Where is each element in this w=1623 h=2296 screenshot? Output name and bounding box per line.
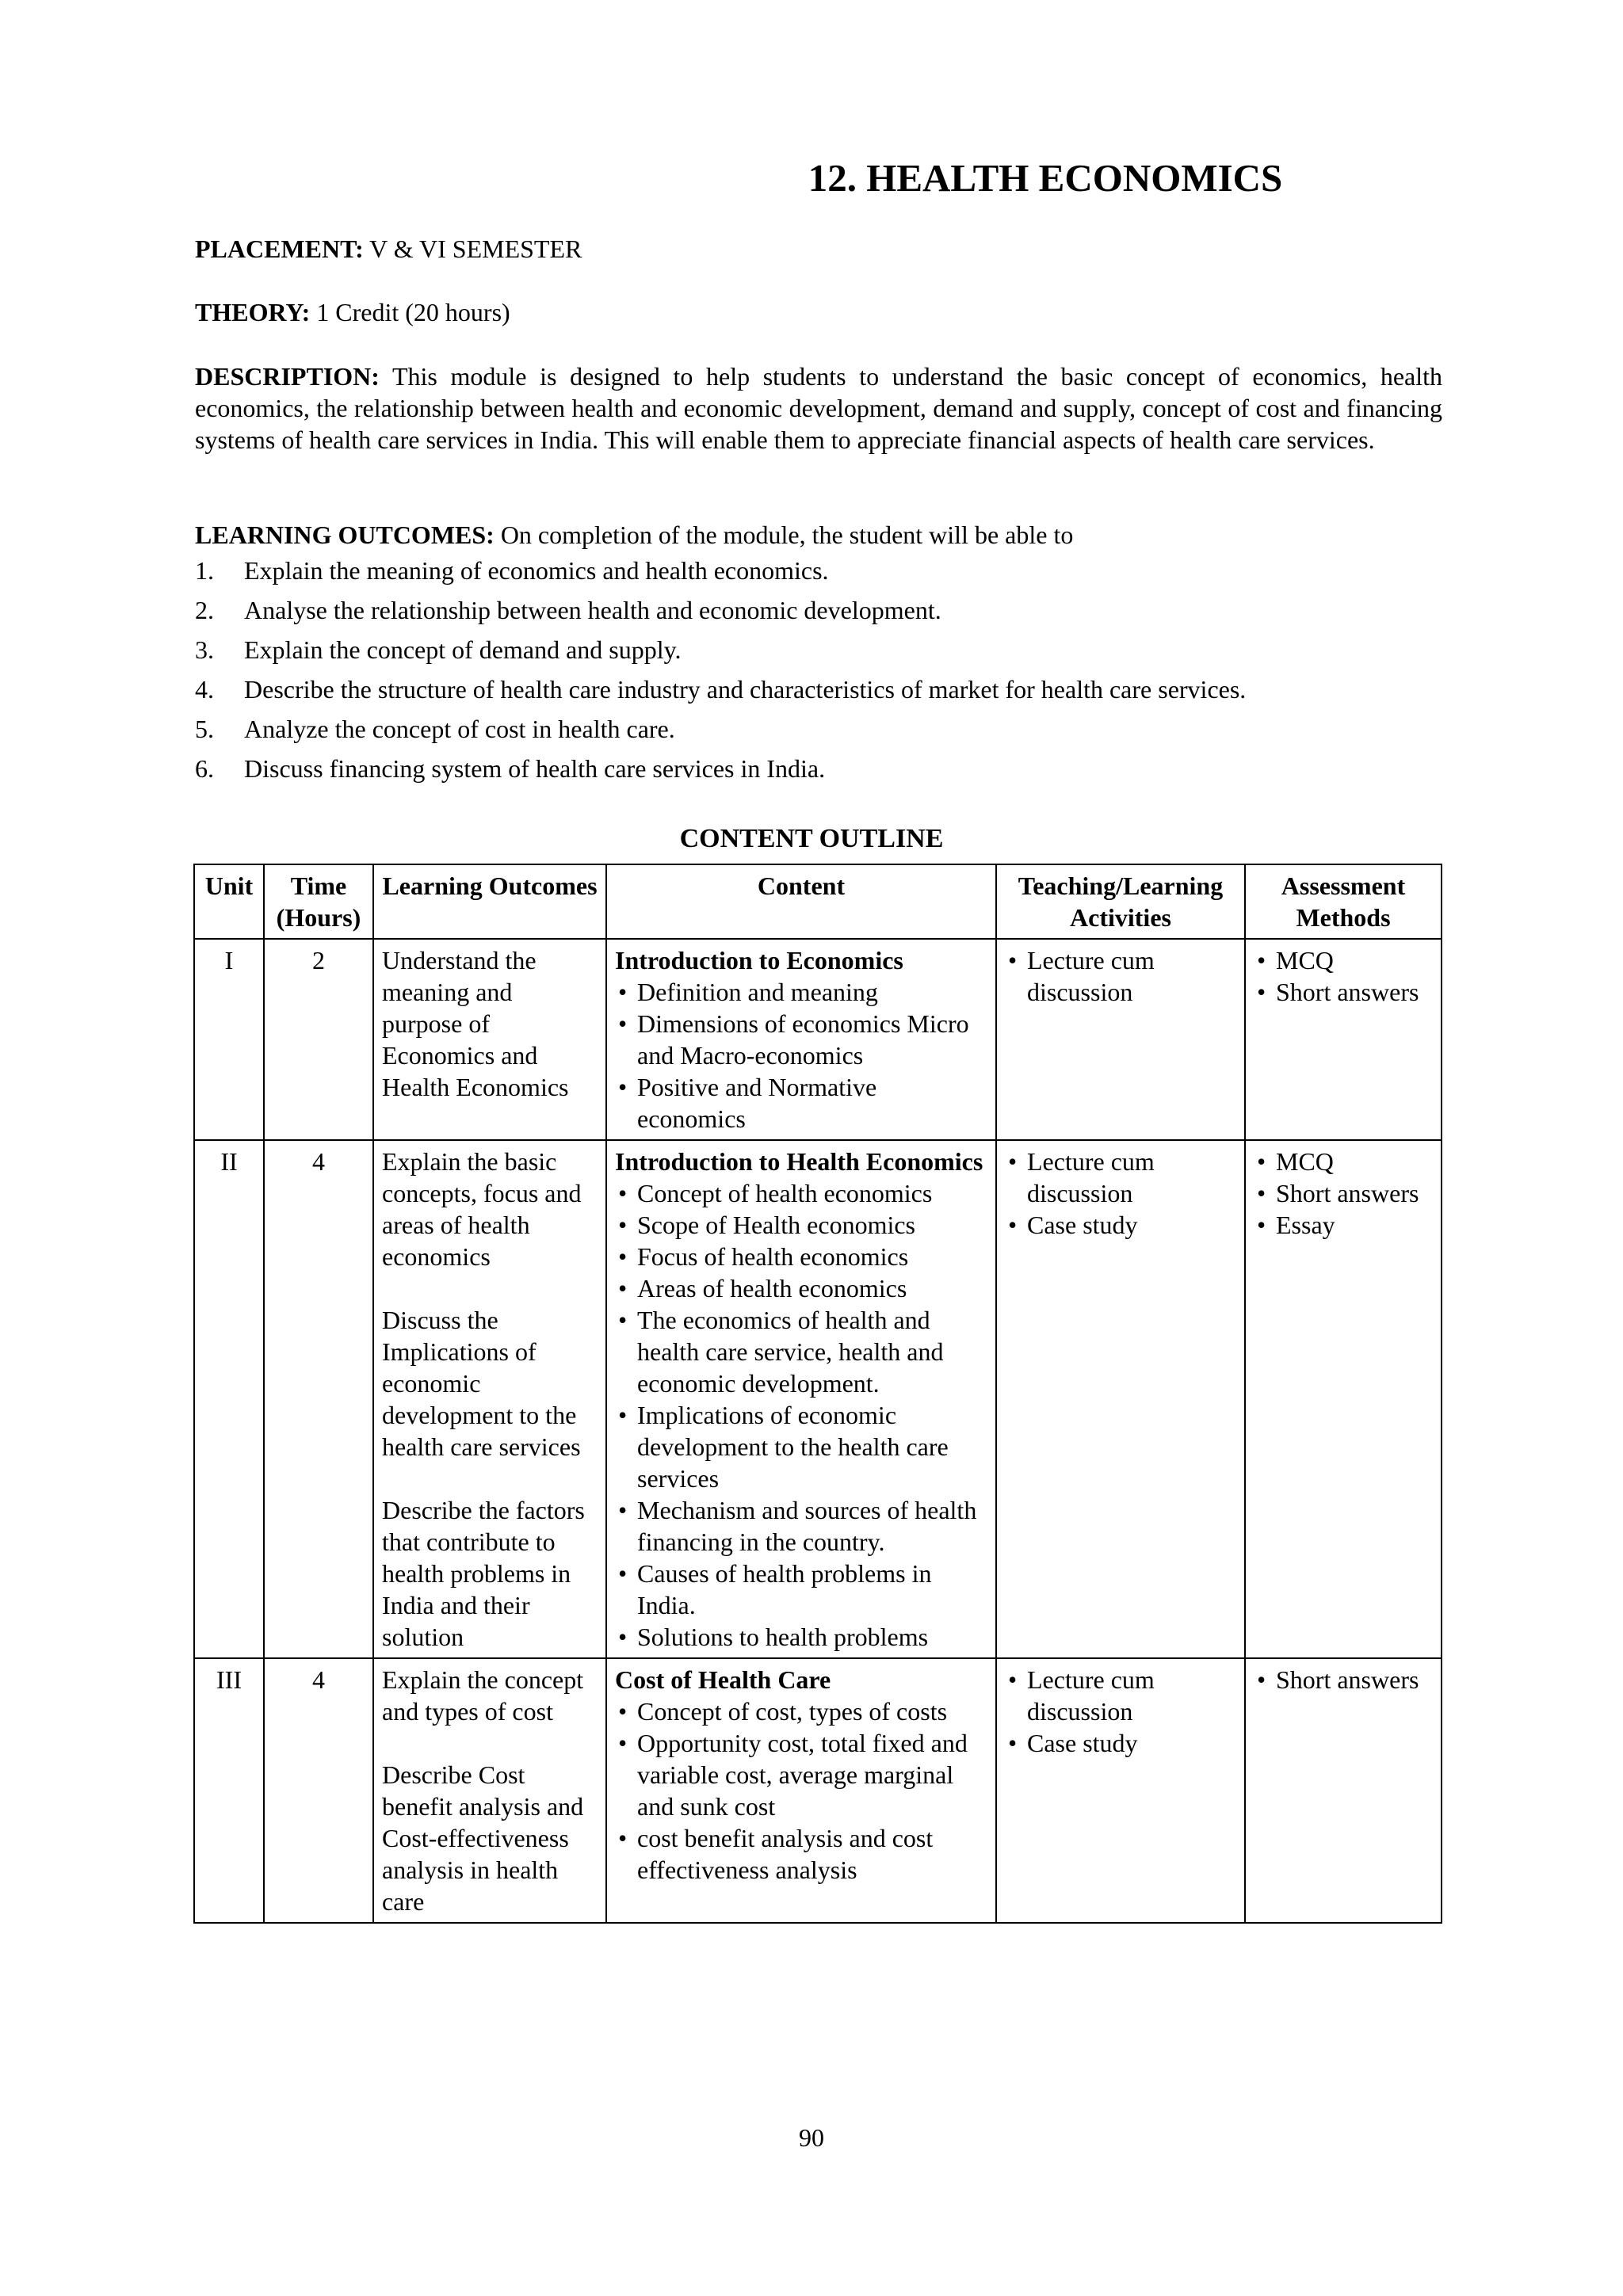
table-row [194, 939, 1442, 1140]
activities-cell [996, 939, 1245, 1140]
list-item [195, 753, 1447, 792]
outcomes-cell [373, 1658, 606, 1923]
list-item: • Case study [1005, 1209, 1236, 1241]
description-paragraph [195, 360, 1442, 456]
assessment-list [1254, 944, 1433, 1008]
outcome-text: Understand the meaning and purpose of Economics and Health Economics [382, 946, 569, 1101]
list-item: • Definition and meaning [615, 976, 987, 1008]
assessment-cell [1245, 939, 1442, 1140]
unit-cell: III [194, 1658, 264, 1923]
page-number: 90 [799, 2123, 824, 2152]
activities-list [1005, 944, 1236, 1008]
outcome-text: Describe the factors that contribute to health problems in India and their solution [382, 1496, 585, 1651]
list-number: 3. [195, 635, 214, 664]
list-item: • Positive and Normative economics [615, 1071, 987, 1135]
activities-cell [996, 1140, 1245, 1658]
list-text: Describe the structure of health care industry and characteristics of market for health care services. [244, 675, 1247, 704]
list-item: • Concept of cost, types of costs [615, 1695, 987, 1727]
learning-outcomes-heading [195, 519, 1442, 551]
list-text: Discuss financing system of health care services in India. [244, 754, 826, 783]
list-item: • MCQ [1254, 1146, 1433, 1177]
list-item: • Short answers [1254, 1177, 1433, 1209]
list-item: • Concept of health economics [615, 1177, 987, 1209]
description-text: This module is designed to help students to understand the basic concept of economics, health economics, the relationship between health and economic development, demand and supply, concept of cost and financing systems of health care services in India. This will enable them to appreciate financial aspects of health care services. [195, 362, 1443, 454]
list-item: • Opportunity cost, total fixed and variable cost, average marginal and sunk cost [615, 1727, 987, 1822]
table-header-row [194, 864, 1442, 939]
list-item: • Mechanism and sources of health financing in the country. [615, 1494, 987, 1558]
time-cell: 2 [264, 939, 373, 1140]
list-item [195, 555, 1447, 594]
list-item: • Short answers [1254, 976, 1433, 1008]
list-item: • Causes of health problems in India. [615, 1558, 987, 1621]
outcome-text: Describe Cost benefit analysis and Cost-effectiveness analysis in health care [382, 1760, 584, 1916]
placement-label: PLACEMENT: [195, 235, 364, 263]
activities-list [1005, 1146, 1236, 1241]
content-cell [606, 1658, 996, 1923]
outcome-text: Explain the concept and types of cost [382, 1665, 584, 1726]
list-item: • Essay [1254, 1209, 1433, 1241]
description-label: DESCRIPTION: [195, 362, 380, 391]
content-outline-title: CONTENT OUTLINE [679, 824, 944, 853]
unit-cell: II [194, 1140, 264, 1658]
outcomes-cell [373, 1140, 606, 1658]
list-number: 1. [195, 556, 214, 585]
placement-line [195, 233, 1442, 265]
list-item: • The economics of health and health care service, health and economic development. [615, 1304, 987, 1399]
time-cell: 4 [264, 1140, 373, 1658]
list-item: • Scope of Health economics [615, 1209, 987, 1241]
list-number: 4. [195, 675, 214, 704]
list-item: • Case study [1005, 1727, 1236, 1759]
list-item [195, 634, 1447, 673]
list-text: Analyse the relationship between health and economic development. [244, 596, 941, 624]
list-item: • Areas of health economics [615, 1272, 987, 1304]
header-time: Time (Hours) [264, 864, 373, 939]
list-item: • Lecture cum discussion [1005, 1146, 1236, 1209]
list-item: • Lecture cum discussion [1005, 1664, 1236, 1727]
content-title: Introduction to Economics [615, 946, 903, 974]
content-outline-table [193, 864, 1442, 1924]
page-title: 12. HEALTH ECONOMICS [808, 156, 1283, 200]
header-activities: Teaching/Learning Activities [996, 864, 1245, 939]
list-item: • Lecture cum discussion [1005, 944, 1236, 1008]
unit-cell: I [194, 939, 264, 1140]
content-list [615, 976, 987, 1135]
content-title: Introduction to Health Economics [615, 1147, 983, 1176]
assessment-list [1254, 1664, 1433, 1695]
list-item: • MCQ [1254, 944, 1433, 976]
list-number: 6. [195, 754, 214, 783]
list-number: 5. [195, 715, 214, 743]
list-number: 2. [195, 596, 214, 624]
content-cell [606, 939, 996, 1140]
header-assessment: Assessment Methods [1245, 864, 1442, 939]
table-row [194, 1658, 1442, 1923]
theory-value: 1 Credit (20 hours) [316, 298, 510, 326]
time-cell: 4 [264, 1658, 373, 1923]
header-unit: Unit [194, 864, 264, 939]
learning-outcomes-intro: On completion of the module, the student will be able to [500, 521, 1074, 549]
placement-value: V & VI SEMESTER [369, 235, 582, 263]
list-text: Explain the meaning of economics and health economics. [244, 556, 829, 585]
assessment-cell [1245, 1658, 1442, 1923]
activities-list [1005, 1664, 1236, 1759]
list-item: • cost benefit analysis and cost effectiveness analysis [615, 1822, 987, 1886]
theory-label: THEORY: [195, 298, 311, 326]
content-title: Cost of Health Care [615, 1665, 831, 1694]
header-learning-outcomes: Learning Outcomes [373, 864, 606, 939]
content-cell [606, 1140, 996, 1658]
list-item: • Dimensions of economics Micro and Macro-economics [615, 1008, 987, 1071]
list-item [195, 713, 1447, 753]
list-text: Analyze the concept of cost in health care. [244, 715, 675, 743]
learning-outcomes-list [195, 555, 1447, 792]
list-item: • Short answers [1254, 1664, 1433, 1695]
list-item: • Solutions to health problems [615, 1621, 987, 1653]
header-content: Content [606, 864, 996, 939]
theory-line [195, 296, 1442, 328]
list-item: • Focus of health economics [615, 1241, 987, 1272]
outcome-text: Explain the basic concepts, focus and areas of health economics [382, 1147, 582, 1271]
outcomes-cell [373, 939, 606, 1140]
assessment-list [1254, 1146, 1433, 1241]
list-item: • Implications of economic development to the health care services [615, 1399, 987, 1494]
content-list [615, 1695, 987, 1886]
list-text: Explain the concept of demand and supply. [244, 635, 682, 664]
assessment-cell [1245, 1140, 1442, 1658]
learning-outcomes-label: LEARNING OUTCOMES: [195, 521, 495, 549]
outcome-text: Discuss the Implications of economic development to the health care services [382, 1306, 581, 1461]
table-row [194, 1140, 1442, 1658]
list-item [195, 594, 1447, 634]
activities-cell [996, 1658, 1245, 1923]
content-list [615, 1177, 987, 1653]
list-item [195, 673, 1447, 713]
